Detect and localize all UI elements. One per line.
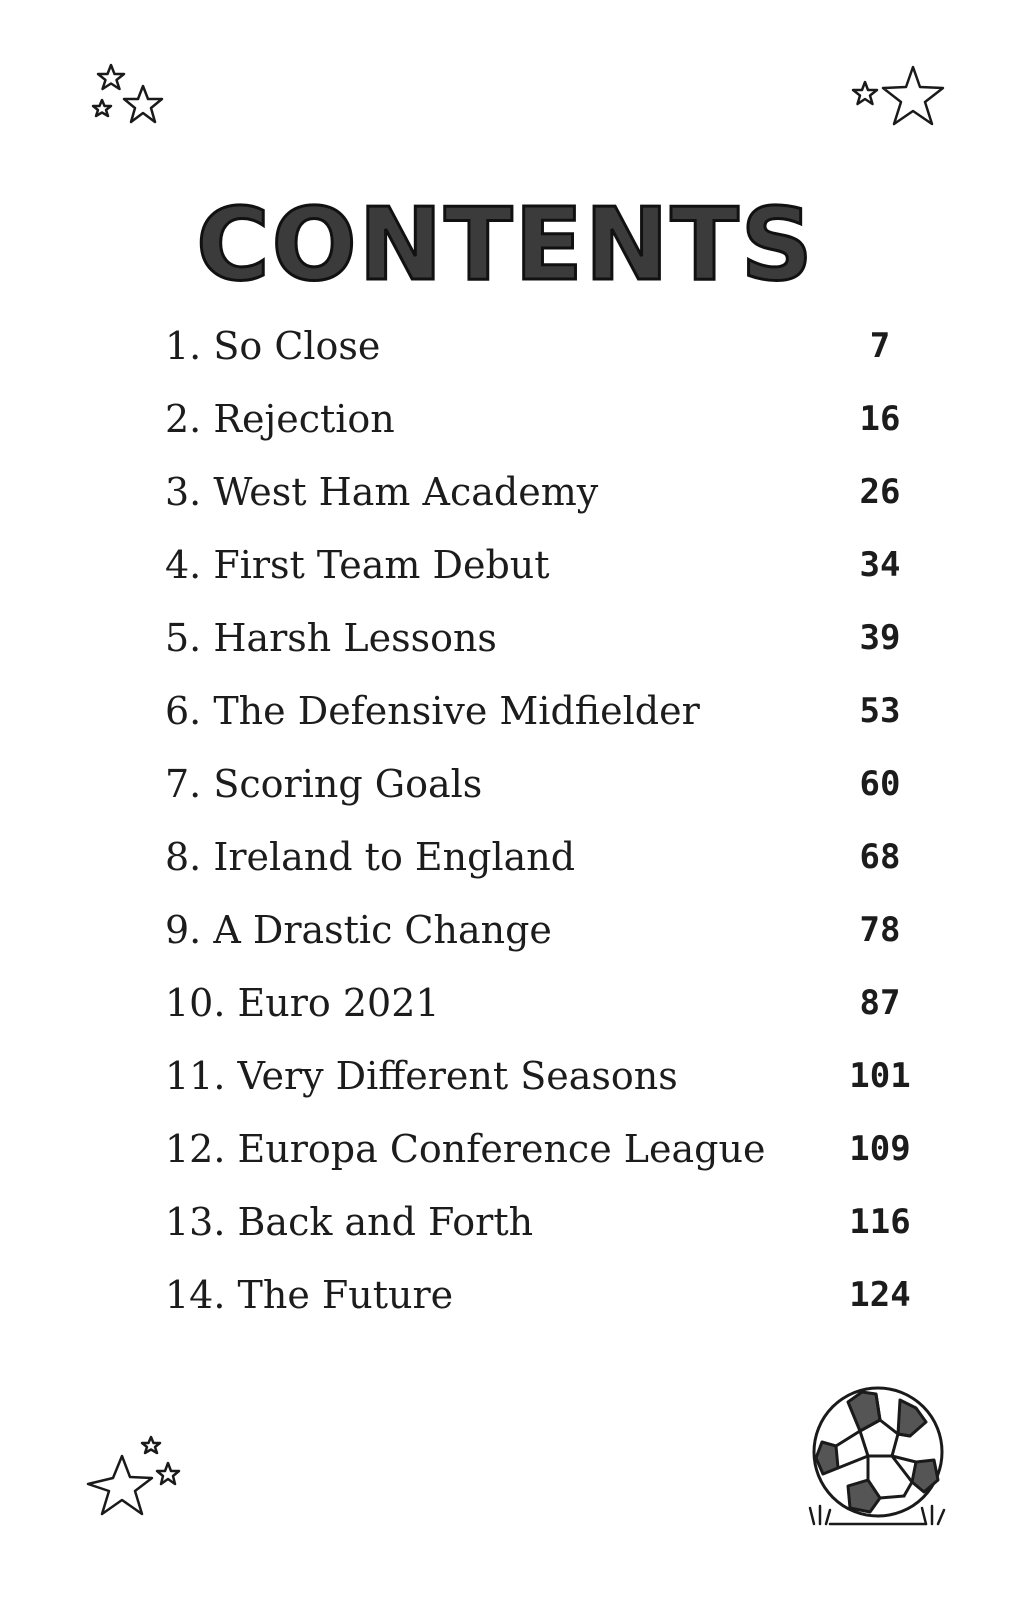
stars-icon-top-left [85, 60, 175, 140]
toc-entry-title: 4. First Team Debut [165, 543, 550, 587]
toc-entry-title: 6. The Defensive Midfielder [165, 689, 700, 733]
toc-entry-title: 14. The Future [165, 1273, 454, 1317]
toc-entry-page: 16 [859, 399, 901, 439]
toc-entry [0, 967, 1011, 1040]
toc-entry [0, 894, 1011, 967]
toc-entry [0, 1259, 1011, 1332]
toc-entry [0, 821, 1011, 894]
toc-entry [0, 602, 1011, 675]
toc-entry [0, 383, 1011, 456]
toc-entry-title: 13. Back and Forth [165, 1200, 534, 1244]
toc-entry [0, 310, 1011, 383]
toc-entry-title: 2. Rejection [165, 397, 395, 441]
toc-entry [0, 748, 1011, 821]
toc-entry [0, 1113, 1011, 1186]
toc-entry-page: 68 [859, 837, 901, 877]
toc-entry-title: 7. Scoring Goals [165, 762, 483, 806]
toc-entry-page: 26 [859, 472, 901, 512]
toc-entry [0, 1040, 1011, 1113]
toc-entry-page: 109 [849, 1129, 911, 1169]
toc-entry-page: 53 [859, 691, 901, 731]
toc-entry [0, 456, 1011, 529]
toc-entry [0, 675, 1011, 748]
toc-entry-title: 1. So Close [165, 324, 381, 368]
toc-entry [0, 529, 1011, 602]
toc-entry-title: 9. A Drastic Change [165, 908, 552, 952]
toc-entry-page: 124 [849, 1275, 911, 1315]
toc-entry-title: 10. Euro 2021 [165, 981, 440, 1025]
page-title: CONTENTS [196, 186, 815, 303]
toc-entry-title: 8. Ireland to England [165, 835, 576, 879]
toc-entry-title: 3. West Ham Academy [165, 470, 599, 514]
toc-entry-title: 11. Very Different Seasons [165, 1054, 678, 1098]
toc-entry-page: 7 [869, 326, 891, 366]
toc-entry-page: 78 [859, 910, 901, 950]
toc-entry-title: 12. Europa Conference League [165, 1127, 766, 1171]
toc-entry-page: 34 [859, 545, 901, 585]
toc-entry [0, 1186, 1011, 1259]
toc-entry-page: 101 [849, 1056, 911, 1096]
toc-entry-page: 39 [859, 618, 901, 658]
toc-entry-page: 87 [859, 983, 901, 1023]
toc-entry-title: 5. Harsh Lessons [165, 616, 497, 660]
football-icon [808, 1384, 950, 1530]
stars-icon-bottom-left [80, 1432, 190, 1527]
stars-icon-top-right [848, 62, 953, 137]
toc-entry-page: 60 [859, 764, 901, 804]
toc-entry-page: 116 [849, 1202, 911, 1242]
